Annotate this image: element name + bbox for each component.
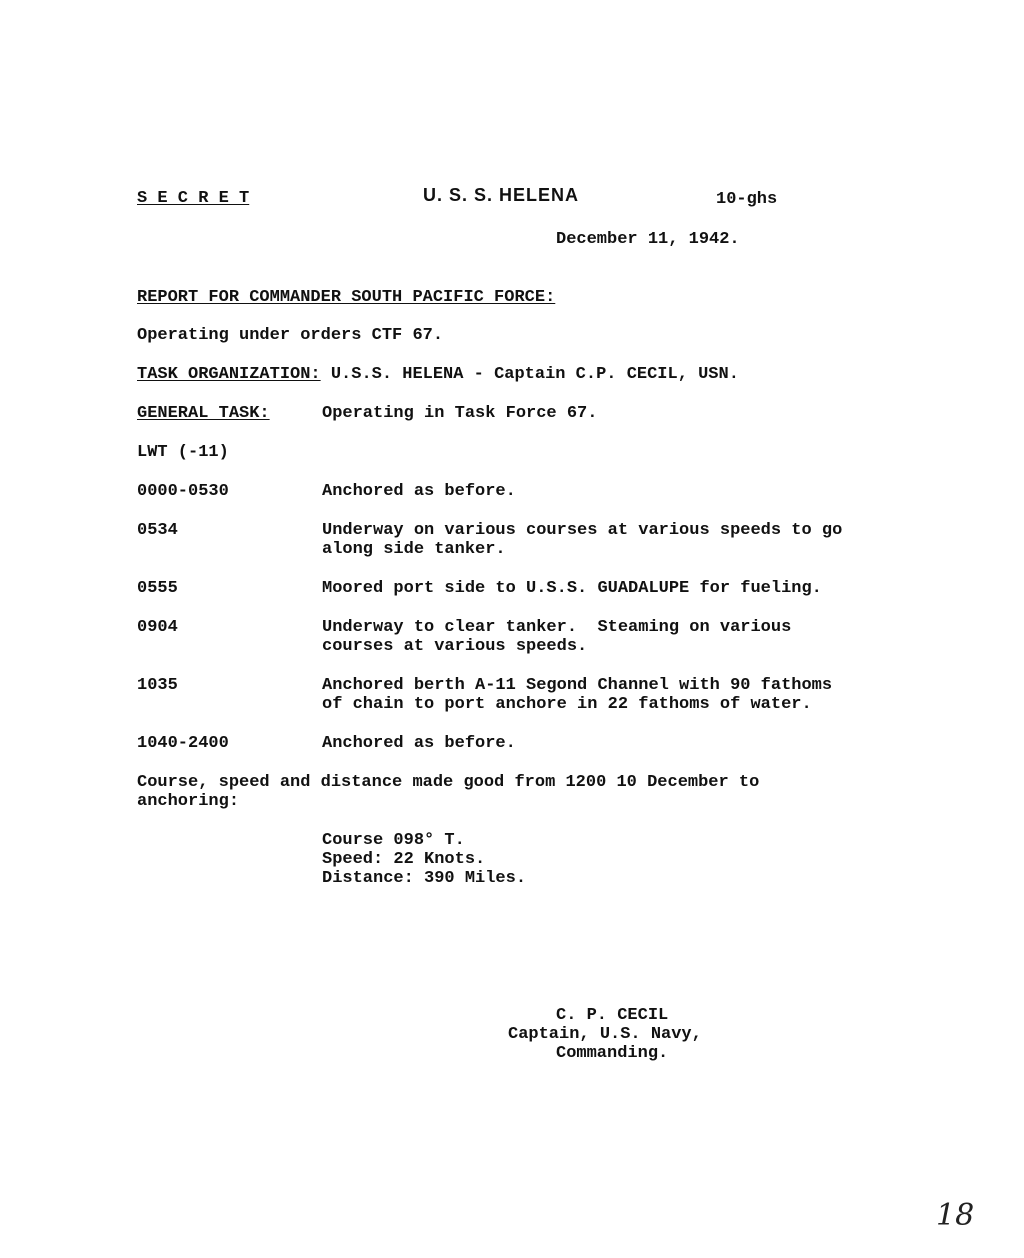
log-time: 1040-2400 <box>137 734 229 753</box>
log-time: 0534 <box>137 521 178 540</box>
log-entry-line: Moored port side to U.S.S. GUADALUPE for fueling. <box>322 579 822 598</box>
classification-marking: S E C R E T <box>137 189 250 208</box>
log-entry-line: courses at various speeds. <box>322 637 588 656</box>
summary-line: anchoring: <box>137 792 240 811</box>
task-organization-line <box>137 365 739 384</box>
operating-orders: Operating under orders CTF 67. <box>137 326 444 345</box>
task-organization-label: TASK ORGANIZATION: <box>137 365 321 384</box>
log-entry-line: Anchored as before. <box>322 734 516 753</box>
file-code: 10-ghs <box>716 190 778 209</box>
log-time: 1035 <box>137 676 178 695</box>
ship-name-heading: U. S. S. HELENA <box>423 185 580 205</box>
log-entry-line: of chain to port anchore in 22 fathoms of water. <box>322 695 812 714</box>
log-entry-line: along side tanker. <box>322 540 506 559</box>
task-organization-value: U.S.S. HELENA - Captain C.P. CECIL, USN. <box>320 365 739 384</box>
report-date: December 11, 1942. <box>556 230 740 249</box>
log-entry-line: Underway to clear tanker. Steaming on various <box>322 618 792 637</box>
handwritten-page-number: 18 <box>936 1198 975 1233</box>
general-task-label: GENERAL TASK: <box>137 404 270 423</box>
log-time: 0555 <box>137 579 178 598</box>
report-title: REPORT FOR COMMANDER SOUTH PACIFIC FORCE: <box>137 288 556 307</box>
general-task-value: Operating in Task Force 67. <box>322 404 598 423</box>
time-zone: LWT (-11) <box>137 443 229 462</box>
distance-made-good: Distance: 390 Miles. <box>322 869 527 888</box>
log-time: 0904 <box>137 618 178 637</box>
course-made-good: Course 098° T. <box>322 831 465 850</box>
log-entry-line: Anchored as before. <box>322 482 516 501</box>
signature-role: Commanding. <box>556 1044 669 1063</box>
signature-rank: Captain, U.S. Navy, <box>508 1025 702 1044</box>
log-entry-line: Anchored berth A-11 Segond Channel with 90 fathoms <box>322 676 833 695</box>
summary-line: Course, speed and distance made good from 1200 10 December to <box>137 773 760 792</box>
signature-name: C. P. CECIL <box>556 1006 669 1025</box>
speed-made-good: Speed: 22 Knots. <box>322 850 486 869</box>
log-time: 0000-0530 <box>137 482 229 501</box>
log-entry-line: Underway on various courses at various speeds to go <box>322 521 843 540</box>
